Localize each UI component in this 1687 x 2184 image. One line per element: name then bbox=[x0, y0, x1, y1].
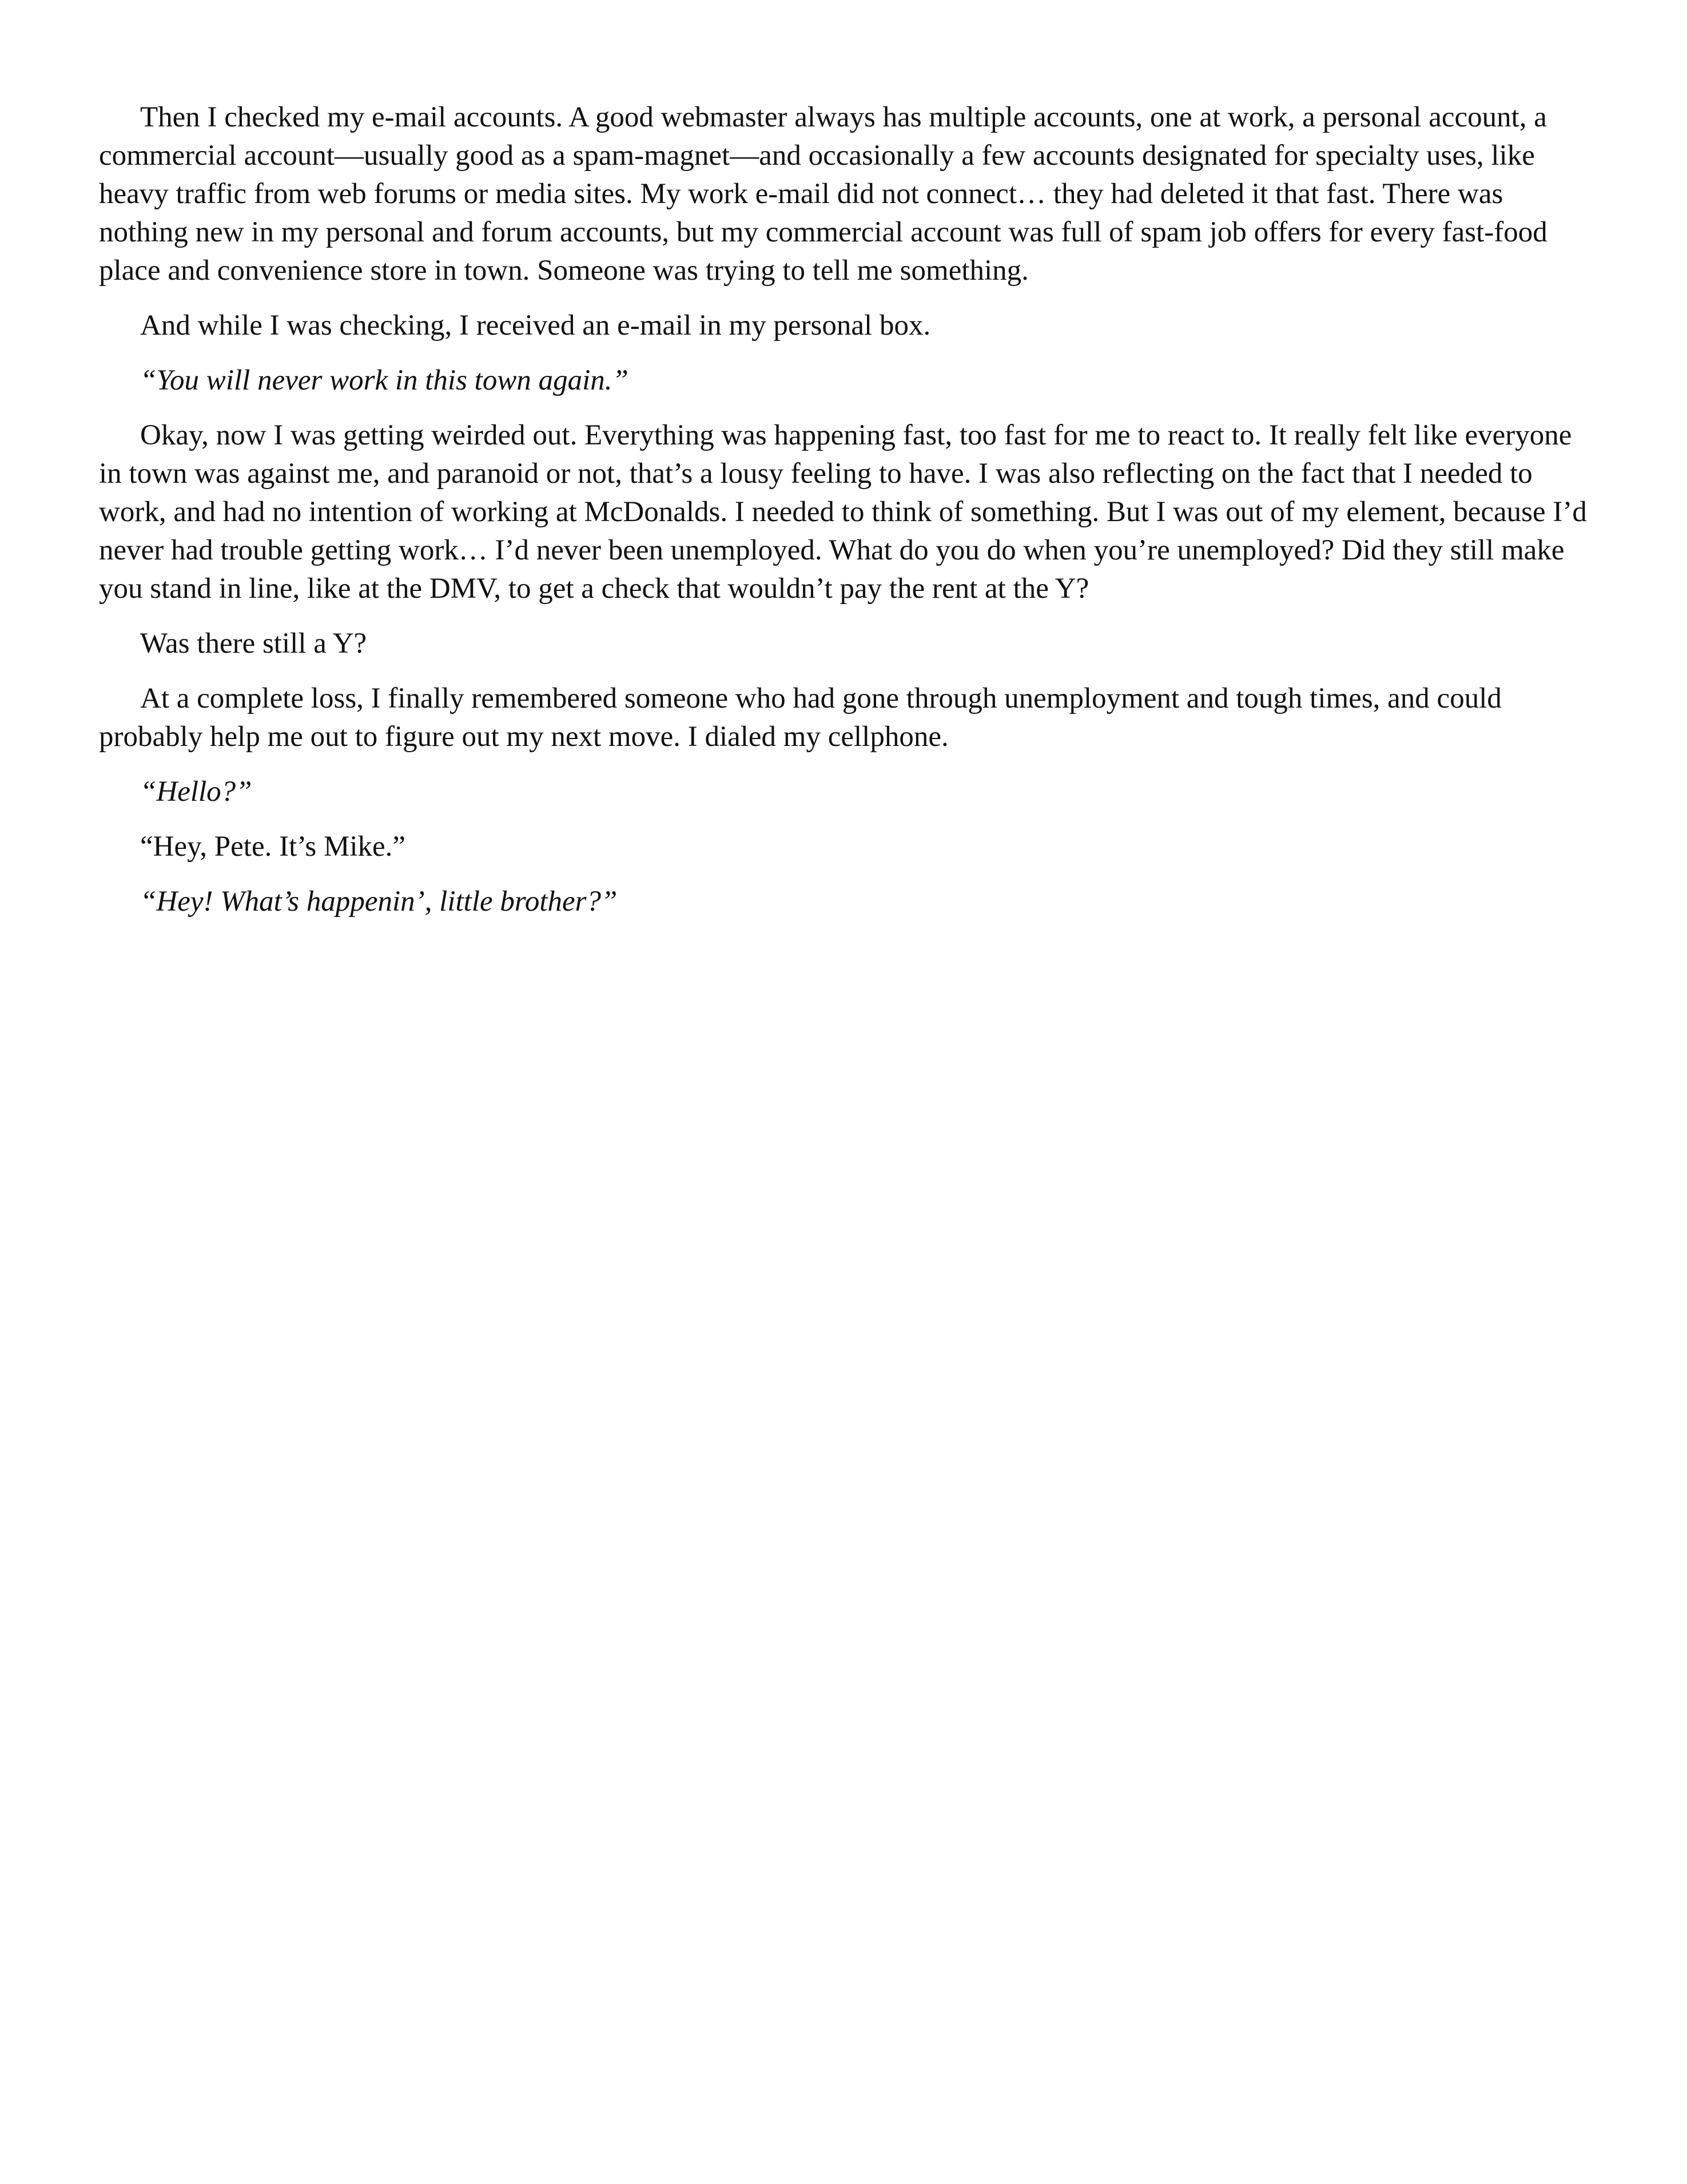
text-body bbox=[99, 98, 1591, 938]
paragraph-received-email: And while I was checking, I received an e-mail in my personal box. bbox=[140, 309, 931, 342]
paragraph-weirded-out: Okay, now I was getting weirded out. Everything was happening fast, too fast for me to react to. It really felt like everyone in town was against me, and paranoid or not, that’s a lousy feeling to have. I was also reflecting on the fact that I needed to work, and had no intention of working at McDonalds. I needed to think of something. But I was out of my element, because I’d never had trouble getting work… I’d never been unemployed. What do you do when you’re unemployed? Did they still make you stand in line, like at the DMV, to get a check that wouldn’t pay the rent at the Y? bbox=[99, 419, 1587, 605]
paragraph-complete-loss: At a complete loss, I finally remembered someone who had gone through unemployment and tough times, and could probably help me out to figure out my next move. I dialed my cellphone. bbox=[99, 682, 1502, 753]
paragraph-email-message: “You will never work in this town again.” bbox=[140, 364, 628, 396]
paragraph-little-brother: “Hey! What’s happenin’, little brother?” bbox=[140, 885, 618, 918]
paragraph-email-accounts: Then I checked my e-mail accounts. A good webmaster always has multiple accounts, one at work, a personal account, a commercial account—usually good as a spam-magnet—and occasionally a few accounts designated for specialty uses, like heavy traffic from web forums or media sites. My work e-mail did not connect… they had deleted it that fast. There was nothing new in my personal and forum accounts, but my commercial account was full of spam job offers for every fast-food place and convenience store in town. Someone was trying to tell me something. bbox=[99, 101, 1547, 287]
paragraph-still-a-y: Was there still a Y? bbox=[140, 628, 367, 660]
paragraph-hello: “Hello?” bbox=[140, 776, 252, 808]
paragraph-hey-pete: “Hey, Pete. It’s Mike.” bbox=[140, 831, 406, 863]
